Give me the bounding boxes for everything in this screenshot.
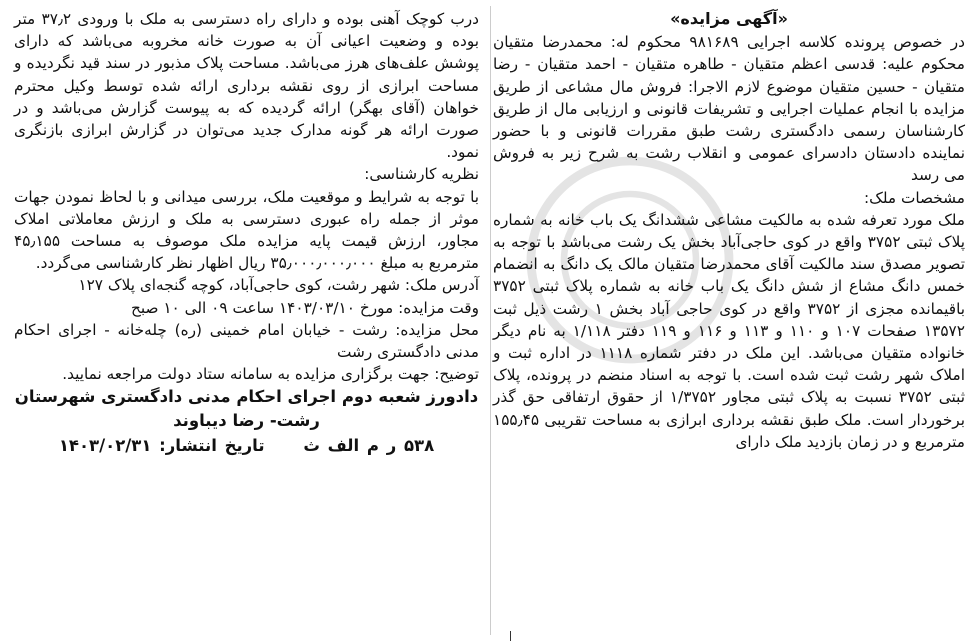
signature-name: رشت- رضا دیباوند — [173, 411, 320, 431]
right-column — [493, 8, 965, 627]
auction-place: محل مزایده: رشت - خیابان امام خمینی (ره) چلەخانه - اجرای احکام مدنی دادگستری رشت — [14, 320, 479, 362]
expert-paragraph: با توجه به شرایط و موقعیت ملک، بررسی میدانی و با لحاظ نمودن جهات موثر از جمله راه عبوری دسترسی به ملک و ارزش معاملاتی املاک مجاور، ارزش قیمت پایه مزایده ملک موصوف به مساحت ۴۵٫۱۵۵ مترمربع به مبلغ ۳۵٫۰۰۰٫۰۰۰٫۰۰۰ ریال اظهار نظر کارشناسی می‌گردد. — [14, 187, 479, 273]
reference-code: ۵۳۸ ر م الف ث — [303, 436, 435, 456]
bottom-tick — [510, 631, 511, 641]
signature-title: دادورز شعبه دوم اجرای احکام مدنی دادگستری شهرستان — [14, 387, 479, 407]
notice-title: «آگهی مزایده» — [670, 9, 788, 28]
auction-note: توضیح: جهت برگزاری مزایده به سامانه ستاد دولت مراجعه نمایید. — [62, 365, 479, 384]
case-paragraph: در خصوص پرونده کلاسه اجرایی ۹۸۱۶۸۹ محکوم له: محمدرضا متقیان محکوم علیه: قدسی اعظم متقیان - طاهره متقیان - احمد متقیان - رضا متقیان - حسین متقیان موضوع لازم الاجرا: فروش مال مشاعی از طریق مزایده با انجام عملیات اجرایی و تشریفات قانونی و ارزیابی مال از طریق کارشناسان رسمی دادگستری رشت طبق مقررات قانونی و با حضور نماینده دادستان دادسرای عمومی و انقلاب رشت به شرح زیر به فروش می رسد — [493, 33, 965, 185]
column-divider — [490, 6, 491, 635]
expert-heading: نظریه کارشناسی: — [364, 165, 479, 184]
property-continued-paragraph: درب کوچک آهنی بوده و دارای راه دسترسی به ملک با ورودی ۳۷٫۲ متر بوده و وضعیت اعیانی آن به صورت خانه مخروبه می‌باشد که دارای پوشش علف‌های هرز می‌باشد. مساحت پلاک مذبور در سند قید نگردیده و مساحت ابرازی از روی نقشه برداری ارائه شده توسط وکیل محترم خواهان (آقای بهگر) ارائه گردیده که به پیوست گزارش می‌باشد و در صورت ارائه هر گونه مدارک جدید می‌توان در گزارش ابرازی بازنگری نمود. — [14, 10, 479, 162]
property-heading: مشخصات ملک: — [863, 188, 965, 207]
property-address: آدرس ملک: شهر رشت، کوی حاجی‌آباد، کوچه گنجه‌ای پلاک ۱۲۷ — [78, 276, 479, 295]
publish-date: تاریخ انتشار: ۱۴۰۳/۰۲/۳۱ — [58, 436, 265, 456]
auction-time: وقت مزایده: مورخ ۱۴۰۳/۰۳/۱۰ ساعت ۰۹ الی ۱۰ صبح — [130, 298, 479, 317]
property-paragraph: ملک مورد تعرفه شده به مالکیت مشاعی ششدانگ یک باب خانه به شماره پلاک ثبتی ۳۷۵۲ واقع در کوی حاجی‌آباد بخش یک رشت می‌باشد با توجه به تصویر مصدق سند مالکیت آقای محمدرضا متقیان مالک یک دانگ به انضمام خمس دانگ مشاع از شش دانگ یک باب خانه به شماره پلاک ثبتی ۳۷۵۲ باقیمانده مجزی از ۳۷۵۲ واقع در کوی حاجی آباد بخش ۱ رشت ذیل ثبت ۱۳۵۷۲ صفحات ۱۰۷ و ۱۱۰ و ۱۱۳ و ۱۱۶ و ۱۱۹ دفتر ۱/۱۱۸ به نام دیگر خانواده متقیان می‌باشد. این ملک در دفتر شماره ۱۱۱۸ در اداره ثبت و املاک شهر رشت ثبت شده است. با توجه به اسناد منضم در پرونده، پلاک ثبتی ۳۷۵۲ نسبت به پلاک ثبتی مجاور ۱/۳۷۵۲ از حقوق ارتفاقی حق گذر برخوردار است. ملک طبق نقشه برداری ابرازی به مساحت تقریبی ۱۵۵٫۴۵ مترمربع و در زمان بازدید ملک دارای — [493, 210, 966, 451]
left-column — [14, 8, 479, 627]
publication-line — [14, 433, 479, 459]
